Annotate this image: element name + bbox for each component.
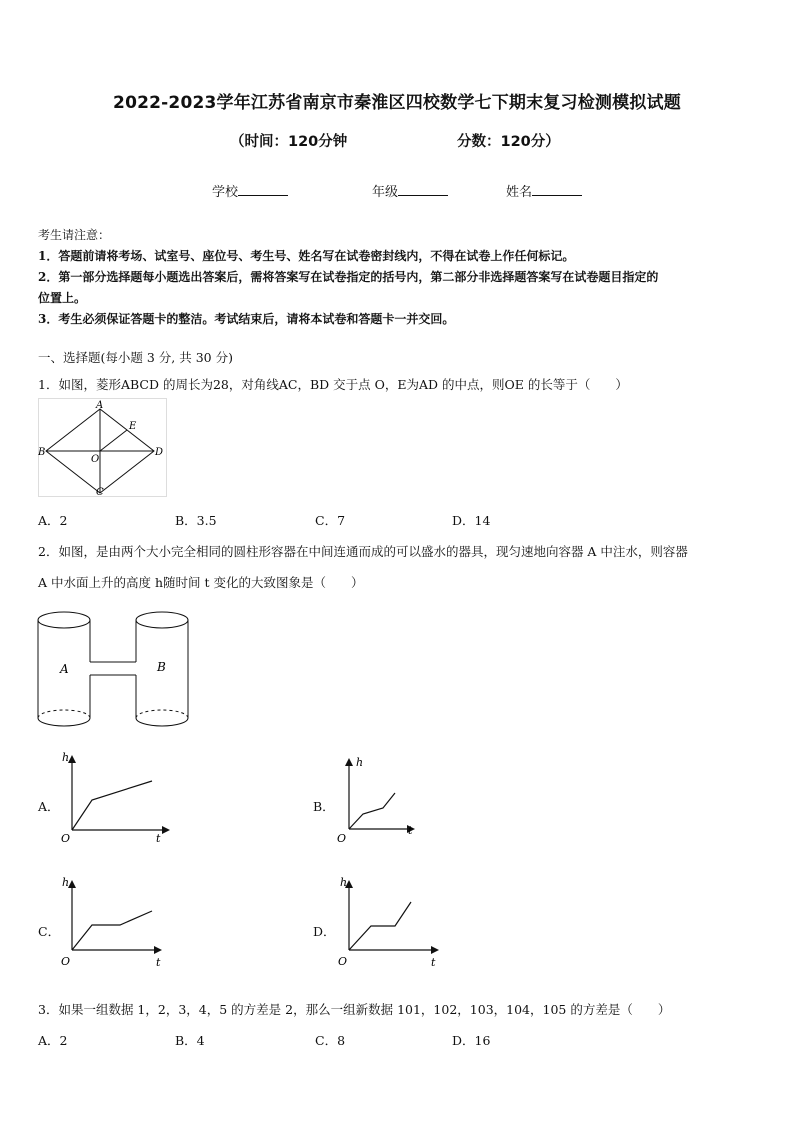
axis-t-label: t	[156, 956, 161, 969]
label-o: O	[91, 454, 100, 465]
q2-option-b[interactable]: B．	[313, 799, 335, 814]
school-label: 学校	[212, 185, 239, 200]
q2-graph-a[interactable]	[58, 745, 178, 850]
q2-graph-a-line	[72, 781, 152, 830]
q1-option-d[interactable]: D．14	[452, 513, 491, 528]
grade-field[interactable]	[372, 181, 448, 200]
note-item-3: 3．考生必须保证答题卡的整洁。考试结束后，请将本试卷和答题卡一并交回。	[38, 312, 455, 326]
exam-score: 分数：120分）	[457, 134, 560, 150]
page-title: 2022-2023学年江苏省南京市秦淮区四校数学七下期末复习检测模拟试题	[113, 93, 681, 113]
axis-t-label: t	[156, 832, 161, 845]
q2-graph-b-line	[349, 793, 395, 829]
axis-t-label: t	[408, 824, 413, 837]
q2-graph-d-line	[349, 902, 411, 950]
label-c: C	[96, 487, 104, 498]
question-2-line-1: 2．如图，是由两个大小完全相同的圆柱形容器在中间连通而成的可以盛水的器具，现匀速地向容器 A 中注水，则容器	[38, 544, 688, 559]
origin-label: O	[61, 832, 71, 845]
q2-graph-c-line	[72, 911, 152, 950]
notes-heading: 考生请注意：	[38, 228, 111, 242]
connected-containers-figure	[30, 605, 200, 730]
rhombus-figure	[38, 398, 168, 498]
label-e: E	[129, 421, 137, 432]
segment-oe	[100, 430, 127, 451]
q3-option-a[interactable]: A．2	[38, 1033, 68, 1048]
q3-option-c[interactable]: C．8	[315, 1033, 346, 1048]
section-heading: 一、选择题(每小题 3 分, 共 30 分)	[38, 350, 233, 365]
q2-option-a[interactable]: A．	[38, 799, 60, 814]
axis-h-label: h	[62, 751, 70, 764]
question-1-text: 1．如图，菱形ABCD 的周长为28，对角线AC，BD 交于点 O，E为AD 的中点，则OE 的长等于（ ）	[38, 377, 628, 392]
exam-time: （时间：120分钟	[230, 134, 348, 150]
grade-label: 年级	[372, 185, 399, 200]
exam-notes	[38, 225, 758, 330]
note-item-2: 2．第一部分选择题每小题选出答案后，需将答案写在试卷指定的括号内，第二部分非选择题答案写在试卷题目指定的	[38, 270, 659, 284]
q1-option-c[interactable]: C．7	[315, 513, 346, 528]
origin-label: O	[337, 832, 347, 845]
name-blank[interactable]	[532, 183, 582, 196]
q1-option-a[interactable]: A．2	[38, 513, 68, 528]
q2-graph-c[interactable]	[58, 870, 178, 975]
q2-option-c[interactable]: C．	[38, 924, 61, 939]
name-field[interactable]	[506, 181, 582, 200]
origin-label: O	[338, 955, 348, 968]
grade-blank[interactable]	[398, 183, 448, 196]
note-item-2-cont: 位置上。	[38, 291, 87, 305]
label-a: A	[96, 400, 104, 411]
q2-graph-d[interactable]	[333, 870, 453, 975]
note-item-1: 1．答题前请将考场、试室号、座位号、考生号、姓名写在试卷密封线内，不得在试卷上作任何标记。	[38, 249, 575, 263]
name-label: 姓名	[506, 185, 533, 200]
question-3-text: 3．如果一组数据 1，2，3，4，5 的方差是 2，那么一组新数据 101，102，103，104，105 的方差是（ ）	[38, 1002, 671, 1017]
label-b: B	[38, 447, 46, 458]
container-b-label: B	[157, 660, 166, 674]
axis-t-label: t	[431, 956, 436, 969]
q1-option-b[interactable]: B．3.5	[175, 513, 217, 528]
q2-option-d[interactable]: D．	[313, 924, 336, 939]
school-blank[interactable]	[238, 183, 288, 196]
axis-h-label: h	[356, 756, 364, 769]
origin-label: O	[61, 955, 71, 968]
q3-option-d[interactable]: D．16	[452, 1033, 491, 1048]
label-d: D	[155, 447, 164, 458]
q2-graph-b[interactable]	[333, 750, 423, 850]
axis-h-label: h	[62, 876, 70, 889]
q3-option-b[interactable]: B．4	[175, 1033, 205, 1048]
axis-h-label: h	[340, 876, 348, 889]
container-a-label: A	[60, 662, 69, 676]
question-2-line-2: A 中水面上升的高度 h随时间 t 变化的大致图象是（ ）	[38, 575, 364, 590]
school-field[interactable]	[212, 181, 288, 200]
